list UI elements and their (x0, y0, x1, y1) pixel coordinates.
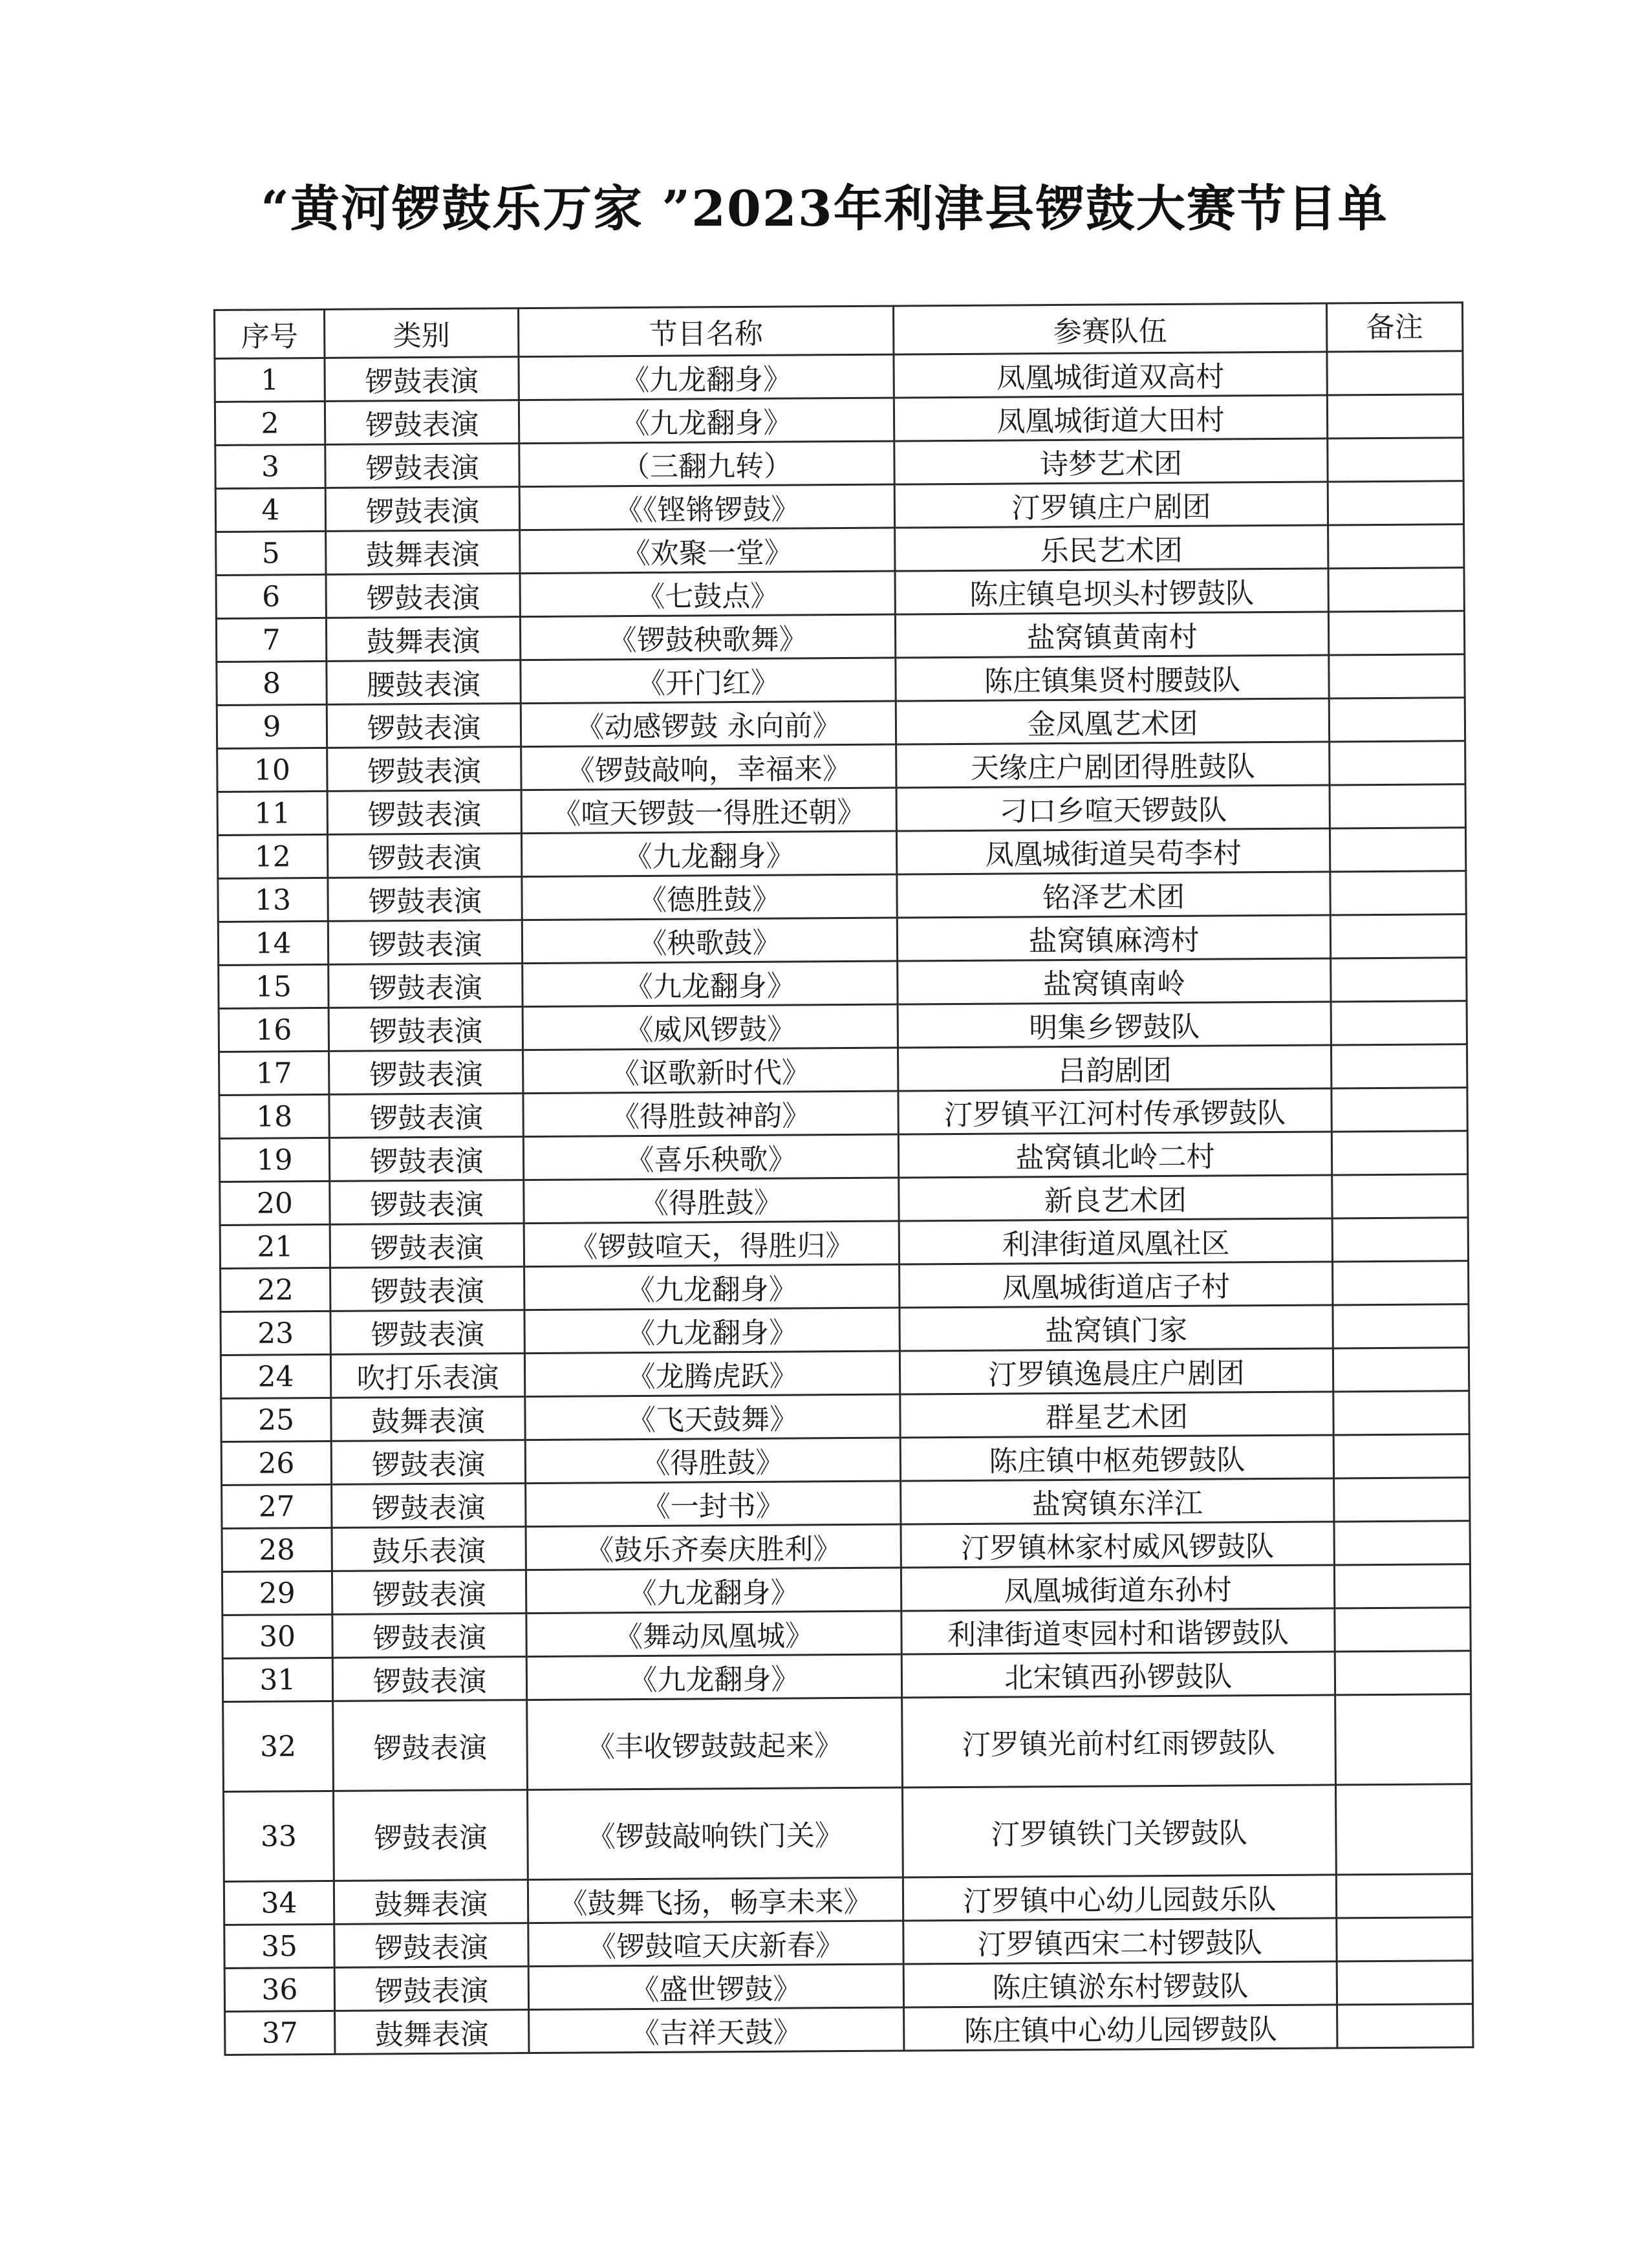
cell-program-name: 《九龙翻身》 (526, 1568, 901, 1614)
cell-number: 31 (222, 1658, 332, 1701)
cell-team: 陈庄镇中枢苑锣鼓队 (900, 1435, 1333, 1481)
table-row (217, 698, 1465, 749)
cell-team: 诗梦艺术团 (894, 438, 1328, 484)
cell-category: 鼓舞表演 (331, 1397, 525, 1442)
cell-category: 锣鼓表演 (330, 1310, 524, 1355)
table-row (218, 871, 1466, 922)
cell-number: 26 (221, 1441, 331, 1485)
cell-category: 锣鼓表演 (327, 834, 521, 878)
cell-note (1334, 1564, 1470, 1608)
table-row (219, 958, 1467, 1009)
cell-note (1333, 1304, 1469, 1348)
cell-note (1335, 1651, 1471, 1695)
cell-note (1337, 2004, 1473, 2048)
cell-program-name: 《盛世锣鼓》 (528, 1964, 903, 2010)
cell-program-name: 《锣鼓敲响铁门关》 (527, 1787, 903, 1880)
cell-number: 17 (219, 1051, 329, 1095)
cell-program-name: 《喜乐秧歌》 (523, 1134, 898, 1180)
cell-team: 凤凰城街道双高村 (894, 352, 1327, 398)
cell-team: 汀罗镇光前村红雨锣鼓队 (902, 1695, 1336, 1787)
cell-program-name: 《舞动凤凰城》 (526, 1611, 901, 1657)
cell-note (1330, 871, 1466, 915)
cell-team: 盐窝镇麻湾村 (897, 915, 1330, 961)
table-row (215, 394, 1463, 446)
table-row (221, 1261, 1469, 1312)
cell-team: 吕韵剧团 (898, 1045, 1331, 1091)
program-table (213, 301, 1474, 2056)
cell-team: 汀罗镇逸晨庄户剧团 (900, 1348, 1333, 1394)
cell-number: 10 (217, 748, 327, 792)
cell-note (1328, 611, 1464, 655)
cell-number: 6 (216, 574, 326, 618)
cell-note (1334, 1478, 1470, 1522)
cell-program-name: 《动感锣鼓 永向前》 (521, 701, 896, 747)
table-row (220, 1174, 1468, 1226)
cell-team: 新良艺术团 (899, 1175, 1332, 1221)
table-row (221, 1434, 1469, 1485)
cell-program-name: （三翻九转） (519, 441, 894, 487)
cell-note (1331, 1131, 1467, 1175)
table-row (223, 1694, 1472, 1792)
cell-number: 19 (219, 1138, 329, 1182)
cell-number: 35 (224, 1924, 334, 1968)
table-row (219, 1088, 1467, 1139)
cell-team: 汀罗镇中心幼儿园鼓乐队 (903, 1875, 1336, 1921)
cell-program-name: 《喧天锣鼓一得胜还朝》 (521, 788, 896, 834)
cell-team: 陈庄镇淤东村锣鼓队 (903, 1961, 1337, 2007)
cell-team: 凤凰城街道东孙村 (901, 1565, 1334, 1611)
cell-team: 汀罗镇平江河村传承锣鼓队 (898, 1088, 1331, 1134)
cell-number: 29 (222, 1571, 332, 1615)
table-row (222, 1478, 1470, 1529)
cell-team: 利津街道枣园村和谐锣鼓队 (901, 1608, 1335, 1654)
cell-number: 7 (216, 618, 326, 662)
cell-note (1334, 1521, 1470, 1565)
table-row (222, 1608, 1471, 1659)
cell-category: 锣鼓表演 (334, 1923, 528, 1968)
cell-number: 5 (216, 531, 326, 575)
cell-team: 盐窝镇东洋江 (901, 1478, 1334, 1524)
cell-number: 37 (225, 2011, 335, 2055)
cell-team: 金凤凰艺术团 (896, 698, 1329, 744)
cell-team: 汀罗镇林家村威风锣鼓队 (901, 1522, 1334, 1568)
cell-note (1330, 741, 1465, 785)
cell-category: 锣鼓表演 (325, 444, 519, 488)
cell-note (1335, 1608, 1471, 1652)
cell-category: 锣鼓表演 (330, 1267, 524, 1312)
cell-note (1332, 1218, 1468, 1262)
header-category: 类别 (325, 308, 519, 358)
cell-number: 21 (220, 1224, 330, 1268)
cell-program-name: 《九龙翻身》 (524, 1308, 900, 1354)
table-row (224, 1917, 1472, 1969)
cell-program-name: 《威风锣鼓》 (523, 1004, 898, 1050)
table-header-row (215, 303, 1463, 359)
cell-program-name: 《九龙翻身》 (519, 398, 894, 444)
cell-number: 14 (218, 921, 328, 965)
cell-team: 陈庄镇集贤村腰鼓队 (896, 655, 1329, 701)
cell-number: 32 (223, 1701, 334, 1791)
cell-category: 锣鼓表演 (325, 400, 519, 445)
cell-team: 乐民艺术团 (895, 525, 1328, 571)
cell-number: 8 (217, 661, 327, 705)
table-row (217, 741, 1465, 792)
cell-note (1331, 958, 1467, 1002)
cell-number: 9 (217, 704, 327, 748)
cell-program-name: 《《铿锵锣鼓》 (519, 484, 894, 530)
cell-number: 16 (219, 1008, 329, 1052)
cell-team: 凤凰城街道大田村 (894, 395, 1327, 441)
cell-program-name: 《开门红》 (521, 658, 896, 704)
cell-number: 28 (222, 1528, 332, 1571)
cell-team: 群星艺术团 (900, 1392, 1333, 1438)
cell-number: 11 (217, 791, 327, 835)
cell-team: 汀罗镇铁门关锣鼓队 (902, 1785, 1336, 1877)
cell-note (1333, 1261, 1469, 1305)
cell-program-name: 《九龙翻身》 (526, 1654, 901, 1700)
table-row (225, 2004, 1473, 2055)
table-row (220, 1218, 1468, 1269)
cell-program-name: 《锣鼓敲响，幸福来》 (521, 744, 896, 790)
cell-category: 鼓乐表演 (332, 1527, 526, 1571)
table-row (216, 611, 1464, 662)
cell-team: 北宋镇西孙锣鼓队 (901, 1652, 1335, 1698)
table-row (217, 828, 1465, 879)
cell-number: 34 (224, 1881, 334, 1925)
cell-category: 锣鼓表演 (332, 1570, 526, 1615)
cell-note (1327, 351, 1463, 395)
cell-note (1329, 698, 1465, 742)
cell-category: 锣鼓表演 (329, 1137, 523, 1182)
table-row (219, 1044, 1467, 1096)
cell-category: 锣鼓表演 (332, 1614, 526, 1658)
cell-program-name: 《鼓舞飞扬，畅享未来》 (528, 1877, 903, 1923)
cell-category: 锣鼓表演 (327, 790, 521, 835)
table-row (224, 1961, 1472, 2012)
cell-program-name: 《鼓乐齐奏庆胜利》 (526, 1524, 901, 1570)
cell-number: 1 (215, 358, 325, 402)
cell-number: 4 (215, 488, 325, 532)
table-row (215, 351, 1463, 402)
page-title: “黄河锣鼓乐万家 ”2023年利津县锣鼓大赛节目单 (261, 180, 1388, 237)
cell-category: 锣鼓表演 (330, 1180, 524, 1225)
cell-note (1331, 1001, 1467, 1045)
cell-program-name: 《九龙翻身》 (523, 961, 898, 1007)
cell-note (1328, 524, 1464, 568)
cell-note (1331, 1088, 1467, 1132)
cell-category: 锣鼓表演 (328, 877, 522, 922)
table-row (216, 568, 1464, 619)
cell-number: 20 (220, 1181, 330, 1225)
cell-team: 汀罗镇西宋二村锣鼓队 (903, 1918, 1337, 1964)
cell-category: 锣鼓表演 (329, 1094, 523, 1138)
cell-note (1337, 1961, 1472, 2005)
cell-team: 铭泽艺术团 (897, 872, 1330, 918)
cell-category: 锣鼓表演 (332, 1484, 526, 1528)
table-row (224, 1874, 1472, 1925)
header-note: 备注 (1326, 303, 1462, 352)
cell-number: 25 (221, 1398, 331, 1442)
cell-category: 鼓舞表演 (334, 1880, 528, 1925)
cell-team: 盐窝镇黄南村 (895, 612, 1328, 658)
cell-team: 汀罗镇庄户剧团 (894, 482, 1328, 528)
cell-category: 锣鼓表演 (325, 487, 519, 532)
cell-program-name: 《九龙翻身》 (524, 1264, 900, 1310)
cell-number: 13 (218, 878, 328, 922)
table-row (222, 1521, 1470, 1572)
cell-number: 22 (221, 1268, 330, 1312)
cell-program-name: 《德胜鼓》 (522, 874, 897, 920)
cell-program-name: 《吉祥天鼓》 (529, 2007, 904, 2053)
cell-category: 锣鼓表演 (334, 1967, 528, 2011)
cell-program-name: 《九龙翻身》 (519, 354, 894, 400)
cell-number: 15 (219, 964, 329, 1008)
cell-note (1333, 1434, 1469, 1478)
cell-team: 盐窝镇南岭 (898, 958, 1331, 1004)
cell-note (1335, 1784, 1472, 1875)
cell-team: 盐窝镇门家 (900, 1305, 1333, 1351)
cell-program-name: 《锣鼓喧天庆新春》 (528, 1921, 903, 1967)
cell-number: 18 (219, 1094, 329, 1138)
cell-category: 锣鼓表演 (329, 1050, 523, 1095)
table-row (216, 524, 1464, 576)
cell-category: 吹打乐表演 (330, 1354, 524, 1398)
cell-note (1335, 1694, 1472, 1785)
cell-team: 盐窝镇北岭二村 (898, 1132, 1331, 1178)
table-row (219, 1131, 1467, 1182)
cell-number: 23 (221, 1311, 330, 1355)
cell-number: 30 (222, 1614, 332, 1658)
cell-number: 3 (215, 444, 325, 488)
cell-program-name: 《秧歌鼓》 (522, 918, 897, 964)
cell-category: 锣鼓表演 (329, 1007, 523, 1052)
cell-note (1333, 1348, 1469, 1392)
cell-note (1333, 1391, 1469, 1435)
cell-number: 2 (215, 401, 325, 445)
cell-note (1330, 914, 1466, 958)
table-row (221, 1304, 1469, 1355)
cell-team: 陈庄镇中心幼儿园锣鼓队 (904, 2005, 1337, 2051)
header-number: 序号 (215, 309, 325, 358)
cell-note (1331, 1044, 1467, 1088)
cell-category: 锣鼓表演 (332, 1657, 526, 1701)
cell-program-name: 《九龙翻身》 (521, 831, 896, 877)
header-program-name: 节目名称 (519, 306, 894, 357)
cell-category: 鼓舞表演 (326, 530, 520, 575)
cell-program-name: 《七鼓点》 (520, 571, 895, 617)
cell-team: 陈庄镇皂坝头村锣鼓队 (895, 568, 1328, 614)
table-row (221, 1348, 1469, 1399)
cell-note (1328, 438, 1463, 482)
cell-number: 24 (221, 1354, 330, 1398)
cell-category: 锣鼓表演 (326, 574, 520, 618)
cell-note (1328, 568, 1464, 612)
cell-category: 锣鼓表演 (334, 1790, 528, 1881)
cell-program-name: 《一封书》 (526, 1481, 901, 1527)
cell-program-name: 《得胜鼓》 (524, 1178, 899, 1224)
table-row (215, 438, 1463, 489)
cell-category: 锣鼓表演 (325, 357, 519, 402)
cell-program-name: 《欢聚一堂》 (520, 528, 895, 574)
cell-program-name: 《丰收锣鼓鼓起来》 (527, 1698, 903, 1790)
cell-note (1330, 828, 1465, 872)
cell-category: 腰鼓表演 (327, 660, 521, 705)
cell-team: 凤凰城街道吴苟李村 (896, 828, 1330, 874)
cell-program-name: 《龙腾虎跃》 (524, 1351, 900, 1397)
table-row (217, 654, 1465, 706)
cell-category: 锣鼓表演 (330, 1224, 524, 1268)
cell-team: 刁口乡喧天锣鼓队 (896, 785, 1330, 831)
table-row (215, 481, 1463, 532)
cell-program-name: 《飞天鼓舞》 (525, 1394, 900, 1440)
table-row (222, 1564, 1470, 1615)
cell-category: 锣鼓表演 (328, 920, 522, 965)
cell-category: 锣鼓表演 (333, 1700, 528, 1791)
cell-category: 锣鼓表演 (329, 964, 523, 1008)
cell-program-name: 《得胜鼓神韵》 (523, 1091, 898, 1137)
cell-program-name: 《锣鼓喧天，得胜归》 (524, 1221, 899, 1267)
cell-team: 利津街道凤凰社区 (899, 1218, 1332, 1264)
cell-note (1330, 784, 1465, 828)
cell-note (1336, 1874, 1472, 1918)
cell-team: 明集乡锣鼓队 (898, 1002, 1331, 1048)
cell-number: 33 (224, 1791, 334, 1881)
cell-category: 锣鼓表演 (327, 747, 521, 792)
table-body (215, 351, 1473, 2055)
cell-note (1332, 1174, 1468, 1218)
header-team: 参赛队伍 (893, 303, 1326, 354)
cell-note (1337, 1917, 1472, 1961)
cell-category: 鼓舞表演 (335, 2010, 529, 2055)
cell-category: 鼓舞表演 (326, 617, 520, 662)
cell-note (1328, 481, 1463, 525)
table-row (218, 914, 1466, 966)
cell-team: 凤凰城街道店子村 (900, 1262, 1333, 1308)
table-row (219, 1001, 1467, 1052)
table-row (221, 1391, 1469, 1442)
cell-category: 锣鼓表演 (331, 1440, 525, 1485)
table-row (217, 784, 1465, 836)
cell-number: 36 (224, 1967, 334, 2011)
cell-program-name: 《讴歌新时代》 (523, 1048, 898, 1094)
cell-note (1329, 654, 1465, 698)
cell-number: 12 (217, 834, 327, 878)
cell-note (1327, 394, 1463, 438)
cell-number: 27 (222, 1484, 332, 1528)
cell-category: 锣鼓表演 (327, 704, 521, 748)
cell-program-name: 《得胜鼓》 (525, 1438, 900, 1484)
cell-program-name: 《锣鼓秧歌舞》 (520, 614, 895, 660)
table-row (224, 1784, 1472, 1882)
cell-team: 天缘庄户剧团得胜鼓队 (896, 742, 1330, 788)
table-row (222, 1651, 1471, 1702)
